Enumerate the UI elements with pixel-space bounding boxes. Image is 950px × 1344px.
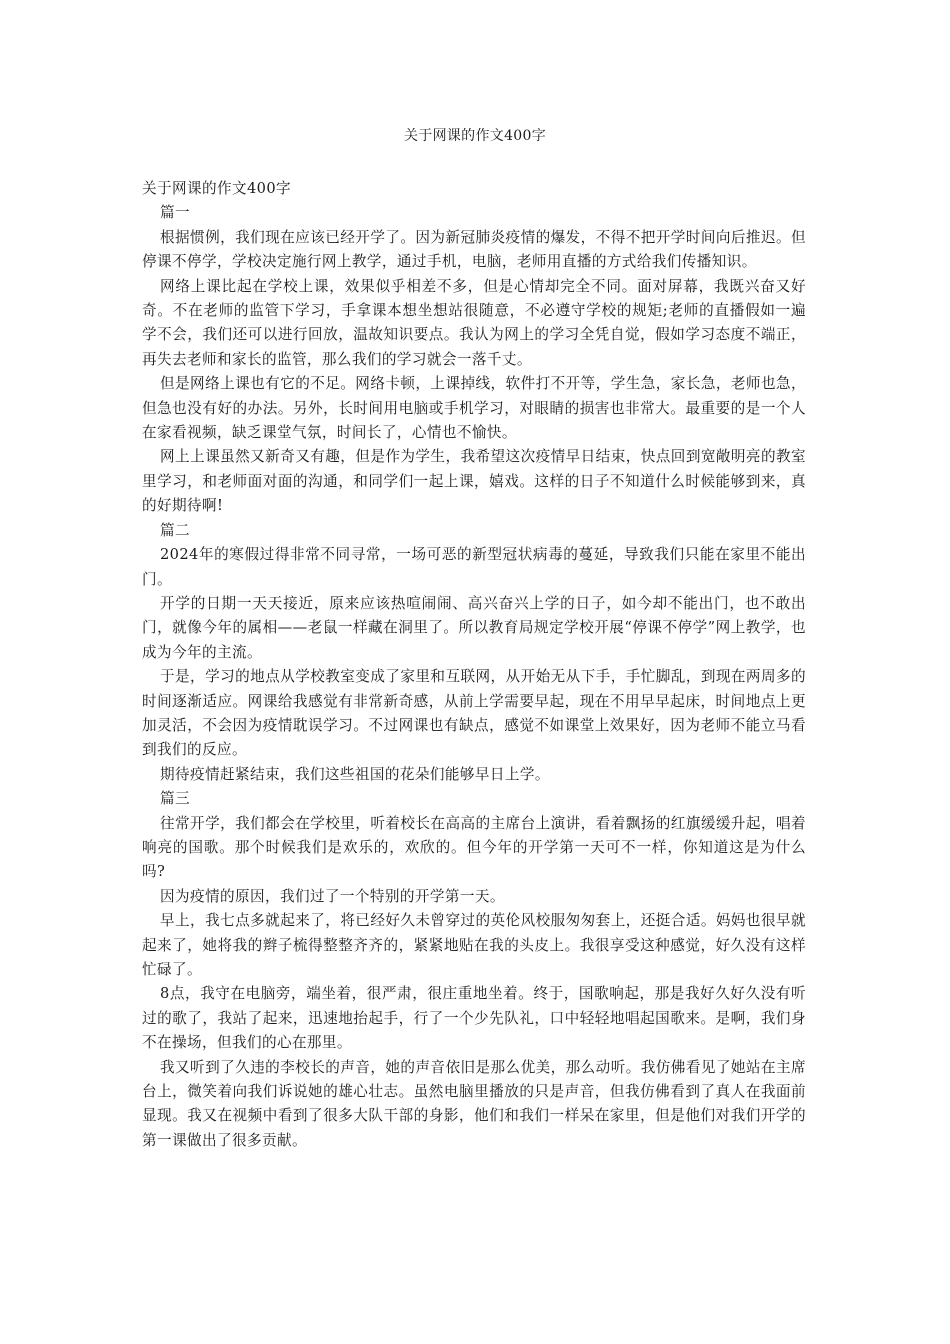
paragraph: 网上上课虽然又新奇又有趣，但是作为学生，我希望这次疫情早日结束，快点回到宽敞明亮的教室里学习，和老师面对面的沟通，和同学们一起上课，嬉戏。这样的日子不知道什么时候能够到来，真的好期待啊! xyxy=(142,448,806,515)
paragraph: 往常开学，我们都会在学校里，听着校长在高高的主席台上演讲，看着飘扬的红旗缓缓升起，唱着响亮的国歌。那个时候我们是欢乐的，欢欣的。但今年的开学第一天可不一样，你知道这是为什么吗? xyxy=(142,814,806,881)
document-title: 关于网课的作文400字 xyxy=(403,128,547,144)
paragraph: 因为疫情的原因，我们过了一个特别的开学第一天。 xyxy=(160,887,505,905)
paragraph: 2024年的寒假过得非常不同寻常，一场可恶的新型冠状病毒的蔓延，导致我们只能在家里不能出门。 xyxy=(142,546,806,588)
paragraph: 根据惯例，我们现在应该已经开学了。因为新冠肺炎疫情的爆发，不得不把开学时间向后推迟。但停课不停学，学校决定施行网上教学，通过手机，电脑，老师用直播的方式给我们传播知识。 xyxy=(142,228,806,271)
paragraph: 但是网络上课也有它的不足。网络卡顿，上课掉线，软件打不开等，学生急，家长急，老师也急，但急也没有好的办法。另外，长时间用电脑或手机学习，对眼睛的损害也非常大。最重要的是一个人在家看视频，缺乏课堂气氛，时间长了，心情也不愉快。 xyxy=(142,375,806,442)
paragraph: 于是，学习的地点从学校教室变成了家里和互联网，从开始无从下手，手忙脚乱，到现在两周多的时间逐渐适应。网课给我感觉有非常新奇感，从前上学需要早起，现在不用早早起床，时间地点上更加灵活，不会因为疫情耽误学习。不过网课也有缺点，感觉不如课堂上效果好，因为老师不能立马看到我们的反应。 xyxy=(142,668,806,759)
section-heading-1: 篇一 xyxy=(160,204,190,222)
paragraph: 网络上课比起在学校上课，效果似乎相差不多，但是心情却完全不同。面对屏幕，我既兴奋又好奇。不在老师的监管下学习，手拿课本想坐想站很随意，不必遵守学校的规矩;老师的直播假如一遍学不会，我们还可以进行回放，温故知识要点。我认为网上的学习全凭自觉，假如学习态度不端正，再失去老师和家长的监管，那么我们的学习就会一落千丈。 xyxy=(142,277,806,368)
paragraph: 开学的日期一天天接近，原来应该热喧闹闹、高兴奋兴上学的日子，如今却不能出门，也不敢出门，就像今年的属相——老鼠一样藏在洞里了。所以教育局规定学校开展“停课不停学”网上教学，也成为今年的主流。 xyxy=(142,594,806,661)
paragraph: 期待疫情赶紧结束，我们这些祖国的花朵们能够早日上学。 xyxy=(160,765,550,783)
paragraph: 我又听到了久违的李校长的声音，她的声音依旧是那么优美，那么动听。我仿佛看见了她站在主席台上，微笑着向我们诉说她的雄心壮志。虽然电脑里播放的只是声音，但我仿佛看到了真人在我面前显现。我又在视频中看到了很多大队干部的身影，他们和我们一样呆在家里，但是他们对我们开学的第一课做出了很多贡献。 xyxy=(142,1058,806,1149)
paragraph: 8点，我守在电脑旁，端坐着，很严肃，很庄重地坐着。终于，国歌响起，那是我好久好久没有听过的歌了，我站了起来，迅速地抬起手，行了一个少先队礼，口中轻轻地唱起国歌来。是啊，我们身不在操场，但我们的心在那里。 xyxy=(142,985,806,1052)
section-heading-2: 篇二 xyxy=(160,521,190,539)
document-body xyxy=(142,177,806,1153)
document-subtitle: 关于网课的作文400字 xyxy=(142,180,292,197)
section-heading-3: 篇三 xyxy=(160,790,190,808)
paragraph: 早上，我七点多就起来了，将已经好久未曾穿过的英伦风校服匆匆套上，还挺合适。妈妈也很早就起来了，她将我的辫子梳得整整齐齐的，紧紧地贴在我的头皮上。我很享受这种感觉，好久没有这样忙碌了。 xyxy=(142,912,806,978)
